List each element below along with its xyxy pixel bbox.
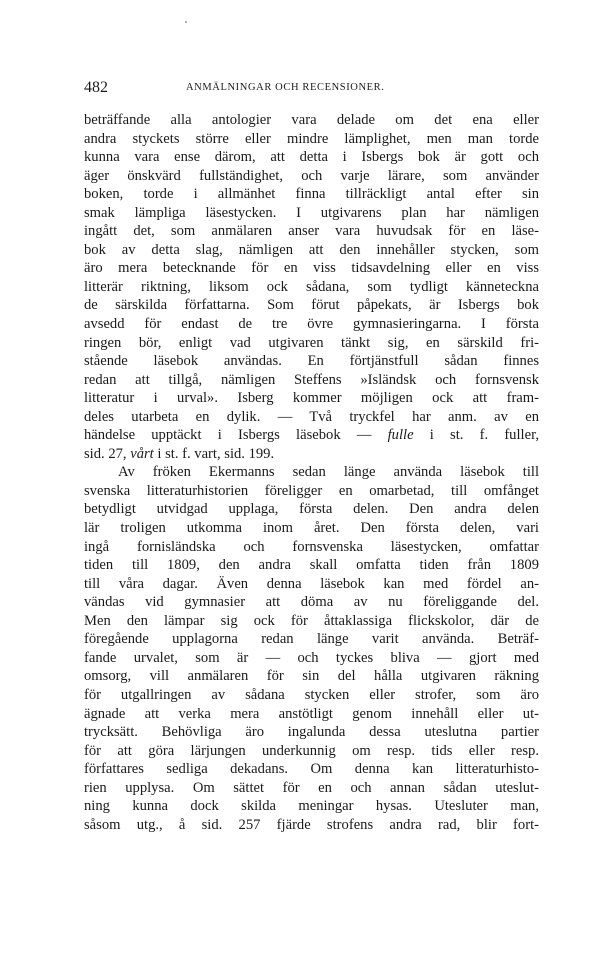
text-line: redan att tillgå, nämligen Steffens »Isländsk och fornsvensk xyxy=(84,371,539,388)
paragraph-1 xyxy=(84,111,539,463)
paragraph-2 xyxy=(84,463,539,834)
text-line: deles utarbeta en dylik. — Två tryckfel har anm. av en xyxy=(84,408,539,425)
text-line: trycksätt. Behövliga äro ingalunda dessa uteslutna partier xyxy=(84,724,539,741)
text-line: ingå fornisländska och fornsvenska läsestycken, omfattar xyxy=(84,538,539,555)
text-line: vändas vid gymnasier att döma av nu föreliggande del. xyxy=(84,594,539,611)
text-line: stående läsebok användas. En förtjänstfull sådan finnes xyxy=(84,353,539,370)
print-speck xyxy=(185,21,187,23)
text-line: tiden till 1809, den andra skall omfatta tiden från 1809 xyxy=(84,557,539,574)
text-line: för att göra lärjungen underkunnig om resp. tids eller resp. xyxy=(84,742,539,759)
page-number: 482 xyxy=(84,79,108,96)
text-line: lär troligen utkomma inom året. Den första delen, vari xyxy=(84,520,539,537)
text-line: Men den lämpar sig ock för åttaklassiga flickskolor, där de xyxy=(84,612,539,629)
text-line: ägnade att verka mera anstötligt genom innehåll eller ut- xyxy=(84,705,539,722)
text-line: till våra dagar. Även denna läsebok kan med fördel an- xyxy=(84,575,539,592)
text-line: föregående upplagorna redan länge varit använda. Beträf- xyxy=(84,631,539,648)
text-line: svenska litteraturhistorien föreligger en omarbetad, till omfånget xyxy=(84,482,539,499)
page-header xyxy=(84,79,544,99)
text-line: händelse upptäckt i Isbergs läsebok — fulle i st. f. fuller, xyxy=(84,427,539,444)
text-line: de särskilda författarna. Som förut påpekats, är Isbergs bok xyxy=(84,297,539,314)
text-line: fande urvalet, som är — och tyckes bliva — gjort med xyxy=(84,649,539,666)
text-line: Av fröken Ekermanns sedan länge använda läsebok till xyxy=(118,464,539,481)
text-line: ning kunna dock skilda meningar hysas. Utesluter man, xyxy=(84,798,539,815)
text-line: smak lämpliga läsestycken. I utgivarens plan har nämligen xyxy=(84,204,539,221)
text-line: andra styckets större eller mindre lämplighet, men man torde xyxy=(84,130,539,147)
text-line: beträffande alla antologier vara delade om det ena eller xyxy=(84,112,539,128)
text-line: för utgallringen av sådana stycken eller strofer, som äro xyxy=(84,686,539,703)
text-line: betydligt utvidgad upplaga, första delen. Den andra delen xyxy=(84,501,539,518)
text-line: litteratur i urval». Isberg kommer möjligen ock att fram- xyxy=(84,390,539,407)
emphasized-word: vårt xyxy=(130,445,154,462)
text-line: äro mera betecknande för en viss tidsavdelning eller en viss xyxy=(84,260,539,277)
text-line: litterär riktning, liksom ock sådana, som tydligt känneteckna xyxy=(84,278,539,295)
body-text xyxy=(84,111,539,834)
text-line: omsorg, vill anmälaren för sin del hålla utgivaren räkning xyxy=(84,668,539,685)
text-line: ingått det, som anmälaren anser vara huvudsak för en läse- xyxy=(84,223,539,240)
text-line: bok av detta slag, nämligen att den innehåller stycken, som xyxy=(84,241,539,258)
text-line: kunna vara ense därom, att detta i Isbergs bok är gott och xyxy=(84,149,539,166)
text-line: ringen bör, enligt vad utgivaren tänkt sig, en särskild fri- xyxy=(84,334,539,351)
text-line: rien upplysa. Om sättet för en och annan sådan uteslut- xyxy=(84,779,539,796)
text-line: såsom utg., å sid. 257 fjärde strofens andra rad, blir fort- xyxy=(84,816,539,833)
text-line: boken, torde i allmänhet finna tillräckligt antal efter sin xyxy=(84,186,539,203)
emphasized-word: fulle xyxy=(387,427,414,444)
text-line: författares sedliga dekadans. Om denna kan litteraturhisto- xyxy=(84,761,539,778)
text-line: sid. 27, vårt i st. f. vart, sid. 199. xyxy=(84,445,275,462)
text-line: äger önskvärd fullständighet, och varje lärare, som använder xyxy=(84,167,539,184)
text-line: avsedd för endast de tre övre gymnasieringarna. I första xyxy=(84,316,539,333)
running-title: ANMÄLNINGAR OCH RECENSIONER. xyxy=(186,82,385,93)
